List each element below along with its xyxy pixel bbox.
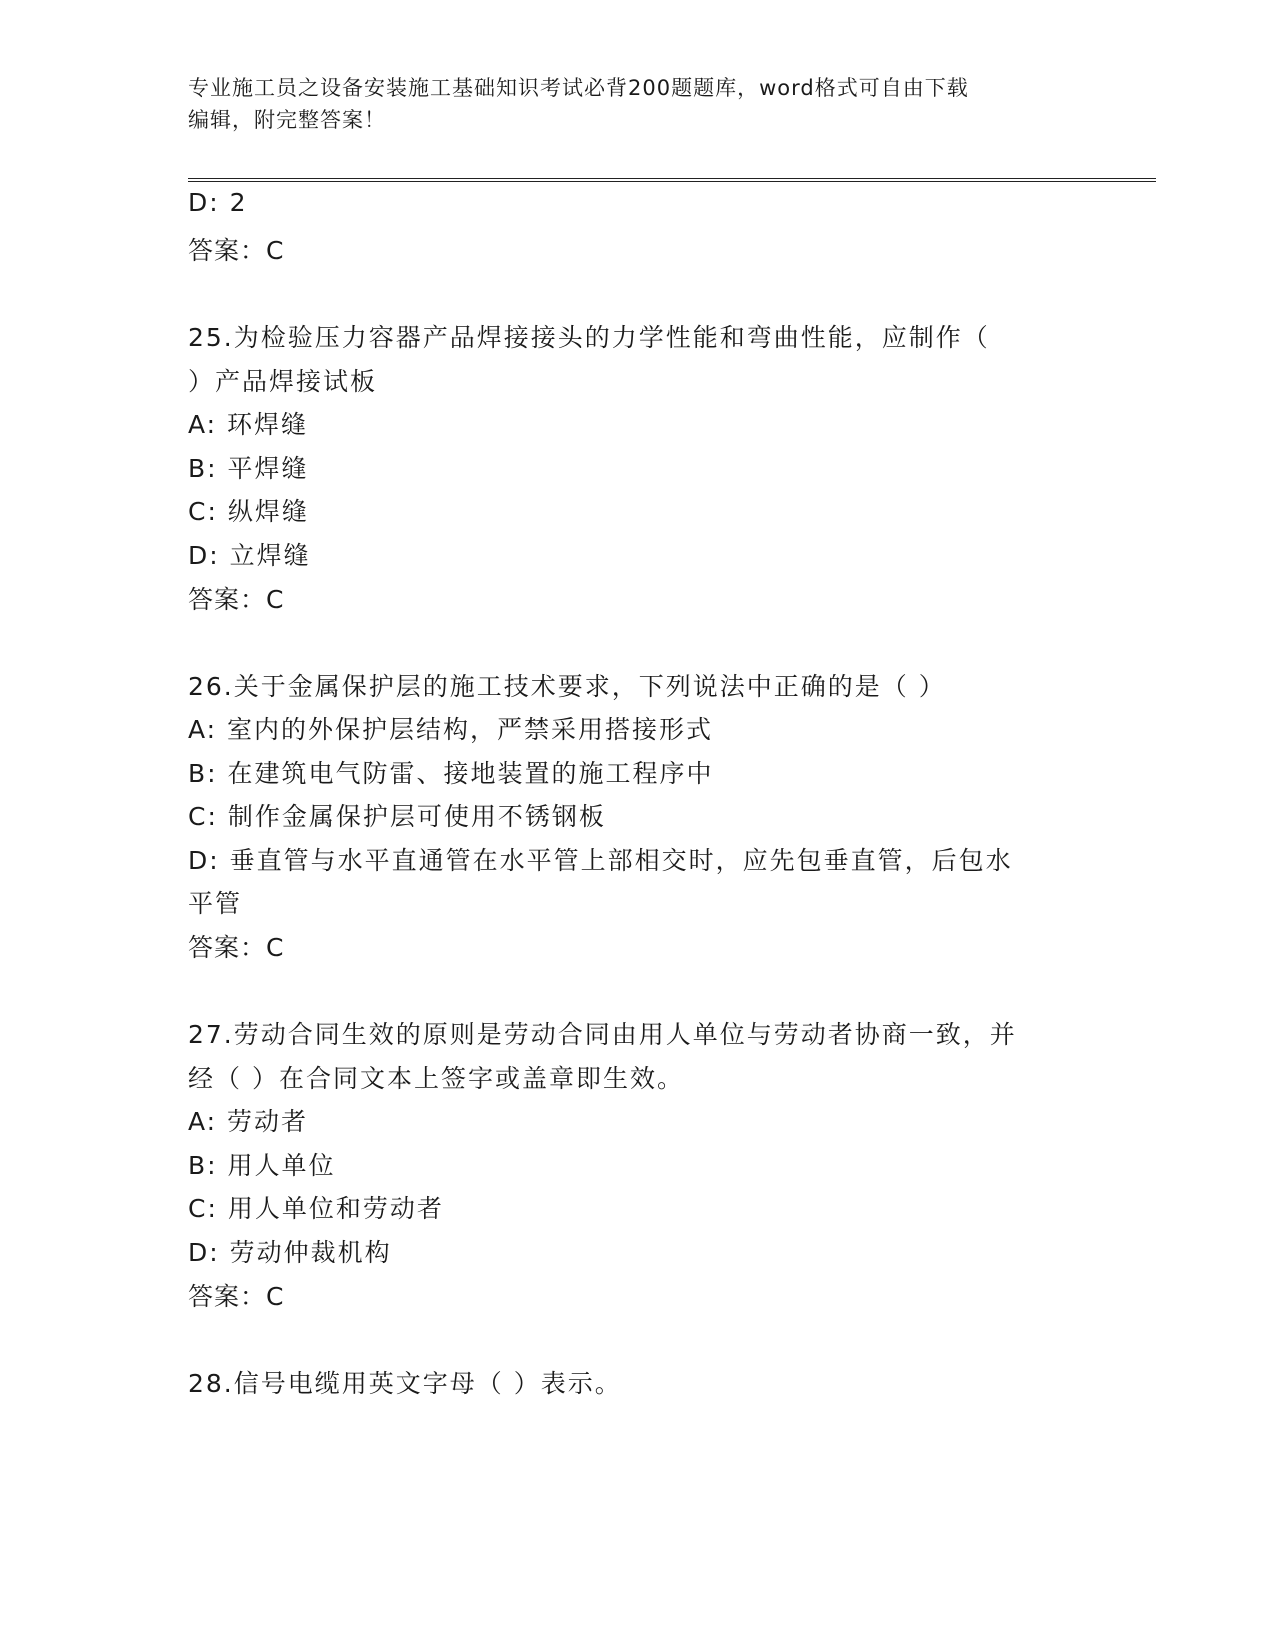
question-26-text: 26.关于金属保护层的施工技术要求，下列说法中正确的是（ ）	[188, 672, 946, 701]
question-25-text-cont: ）产品焊接试板	[188, 367, 378, 396]
question-26-option-d-cont: 平管	[188, 889, 243, 918]
question-26-option-d: D: 垂直管与水平直通管在水平管上部相交时，应先包垂直管，后包水	[188, 846, 1013, 875]
question-27-option-c: C: 用人单位和劳动者	[188, 1194, 444, 1223]
question-26-option-a: A: 室内的外保护层结构，严禁采用搭接形式	[188, 715, 714, 744]
question-25-answer: 答案：C	[188, 585, 285, 614]
question-26-answer: 答案：C	[188, 933, 285, 962]
header-title-line-2: 编辑，附完整答案！	[188, 108, 386, 132]
question-27-option-b: B: 用人单位	[188, 1151, 336, 1180]
question-27-option-d: D: 劳动仲裁机构	[188, 1238, 392, 1267]
question-27-option-a: A: 劳动者	[188, 1107, 309, 1136]
question-26-option-b: B: 在建筑电气防雷、接地装置的施工程序中	[188, 759, 714, 788]
question-25-text: 25.为检验压力容器产品焊接接头的力学性能和弯曲性能，应制作（	[188, 323, 990, 352]
answer: 答案：C	[188, 236, 285, 265]
question-27-text: 27.劳动合同生效的原则是劳动合同由用人单位与劳动者协商一致，并	[188, 1020, 1017, 1049]
question-27-answer: 答案：C	[188, 1282, 285, 1311]
question-27-text-cont: 经（ ）在合同文本上签字或盖章即生效。	[188, 1064, 684, 1093]
question-28-text: 28.信号电缆用英文字母（ ）表示。	[188, 1369, 622, 1398]
option-d: D: 2	[188, 188, 248, 217]
question-25-option-c: C: 纵焊缝	[188, 497, 309, 526]
header-title-line-1: 专业施工员之设备安装施工基础知识考试必背200题题库，word格式可自由下载	[188, 76, 969, 100]
question-25-option-a: A: 环焊缝	[188, 410, 309, 439]
question-25-option-d: D: 立焊缝	[188, 541, 311, 570]
header-divider	[188, 178, 1156, 182]
question-26-option-c: C: 制作金属保护层可使用不锈钢板	[188, 802, 606, 831]
question-25-option-b: B: 平焊缝	[188, 454, 309, 483]
document-header	[188, 72, 1068, 136]
